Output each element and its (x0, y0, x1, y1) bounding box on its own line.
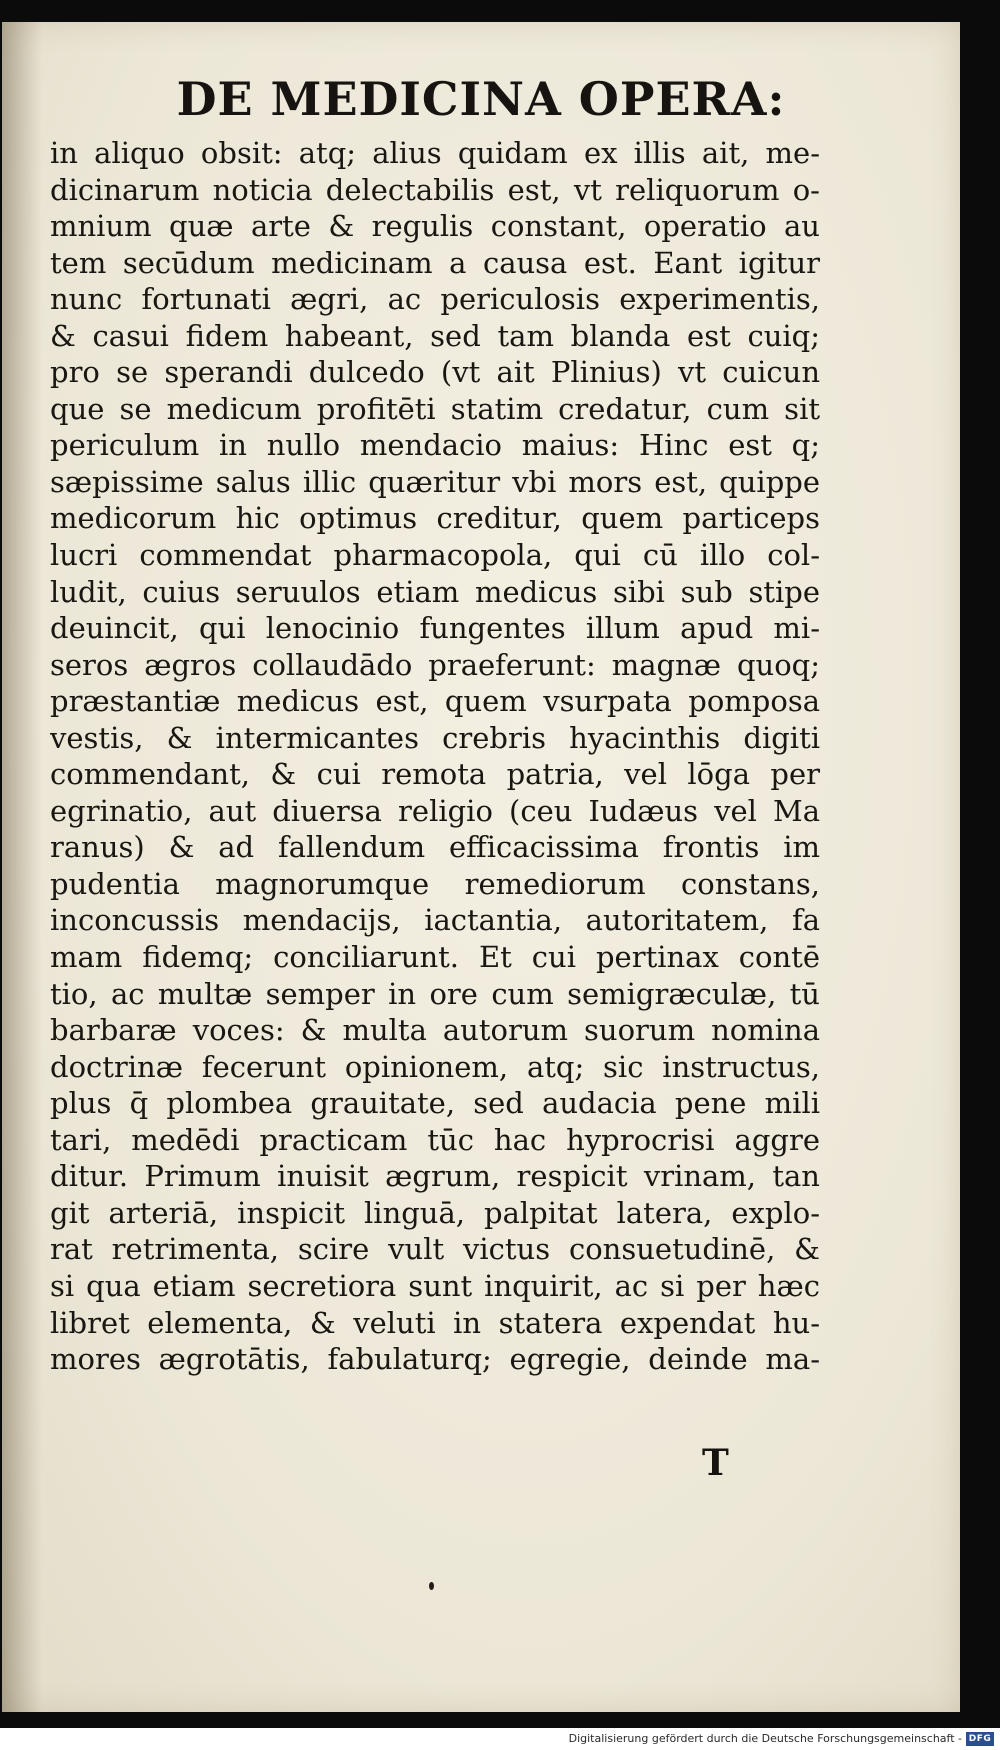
text-line: periculum in nullo mendacio maius: Hinc est q; (50, 428, 820, 463)
text-line: libret elementa, & veluti in statera expendat hu- (50, 1305, 820, 1340)
text-line: si qua etiam secretiora sunt inquirit, ac si per hæc (50, 1268, 820, 1303)
text-line: tem secūdum medicinam a causa est. Eant igitur (50, 245, 820, 280)
text-line: seros ægros collaudādo praeferunt: magnæ quoq; (50, 647, 820, 682)
text-line: sæpissime salus illic quæritur vbi mors est, quippe (50, 464, 820, 499)
text-line: pudentia magnorumque remediorum constans, (50, 866, 820, 901)
footer-credit: Digitalisierung gefördert durch die Deutsche Forschungsgemeinschaft - (568, 1732, 962, 1745)
text-line: tio, ac multæ semper in ore cum semigræculæ, tū (50, 976, 820, 1011)
text-line: & casui fidem habeant, sed tam blanda est cuiq; (50, 318, 820, 353)
body-text (50, 135, 820, 1378)
text-line: egrinatio, aut diuersa religio (ceu Iudæus vel Ma (50, 793, 820, 828)
text-line: in aliquo obsit: atq; alius quidam ex illis ait, me- (50, 136, 820, 170)
text-line: deuincit, qui lenocinio fungentes illum apud mi- (50, 611, 820, 646)
text-line: rat retrimenta, scire vult victus consuetudinē, & (50, 1232, 820, 1267)
text-line: doctrinæ fecerunt opinionem, atq; sic instructus, (50, 1049, 820, 1084)
text-line: inconcussis mendacijs, iactantia, autoritatem, fa (50, 903, 820, 938)
signature-mark: T (702, 1442, 729, 1484)
text-line: ludit, cuius seruulos etiam medicus sibi sub stipe (50, 574, 820, 609)
text-line: mnium quæ arte & regulis constant, operatio au (50, 209, 820, 244)
text-line: mores ægrotātis, fabulaturq; egregie, deinde ma- (50, 1342, 820, 1377)
text-line: plus q̄ plombea grauitate, sed audacia pene mili (50, 1086, 820, 1121)
text-line: mam fidemq; conciliarunt. Et cui pertinax contē (50, 940, 820, 975)
text-line: nunc fortunati ægri, ac periculosis experimentis, (50, 282, 820, 317)
text-line: commendant, & cui remota patria, vel lōga per (50, 757, 820, 792)
text-line: tari, medēdi practicam tūc hac hyprocrisi aggre (50, 1122, 820, 1157)
footer-bar (0, 1728, 1000, 1750)
ink-speck (429, 1582, 434, 1590)
text-line: que se medicum profitēti statim credatur, cum sit (50, 391, 820, 426)
spine-shadow (2, 22, 42, 1712)
text-line: vestis, & intermicantes crebris hyacinthis digiti (50, 720, 820, 755)
text-line: lucri commendat pharmacopola, qui cū illo col- (50, 538, 820, 573)
text-line: medicorum hic optimus creditur, quem particeps (50, 501, 820, 536)
text-line: ditur. Primum inuisit ægrum, respicit vrinam, tan (50, 1159, 820, 1194)
text-line: barbaræ voces: & multa autorum suorum nomina (50, 1013, 820, 1048)
text-line: dicinarum noticia delectabilis est, vt reliquorum o- (50, 172, 820, 207)
text-line: pro se sperandi dulcedo (vt ait Plinius) vt cuicun (50, 355, 820, 390)
dfg-logo-icon[interactable]: DFG (966, 1732, 994, 1746)
text-line: præstantiæ medicus est, quem vsurpata pomposa (50, 684, 820, 719)
running-head: DE MEDICINA OPERA: (176, 72, 786, 126)
book-page (2, 22, 960, 1712)
text-line: git arteriā, inspicit linguā, palpitat latera, explo- (50, 1195, 820, 1230)
text-line: ranus) & ad fallendum efficacissima frontis im (50, 830, 820, 865)
